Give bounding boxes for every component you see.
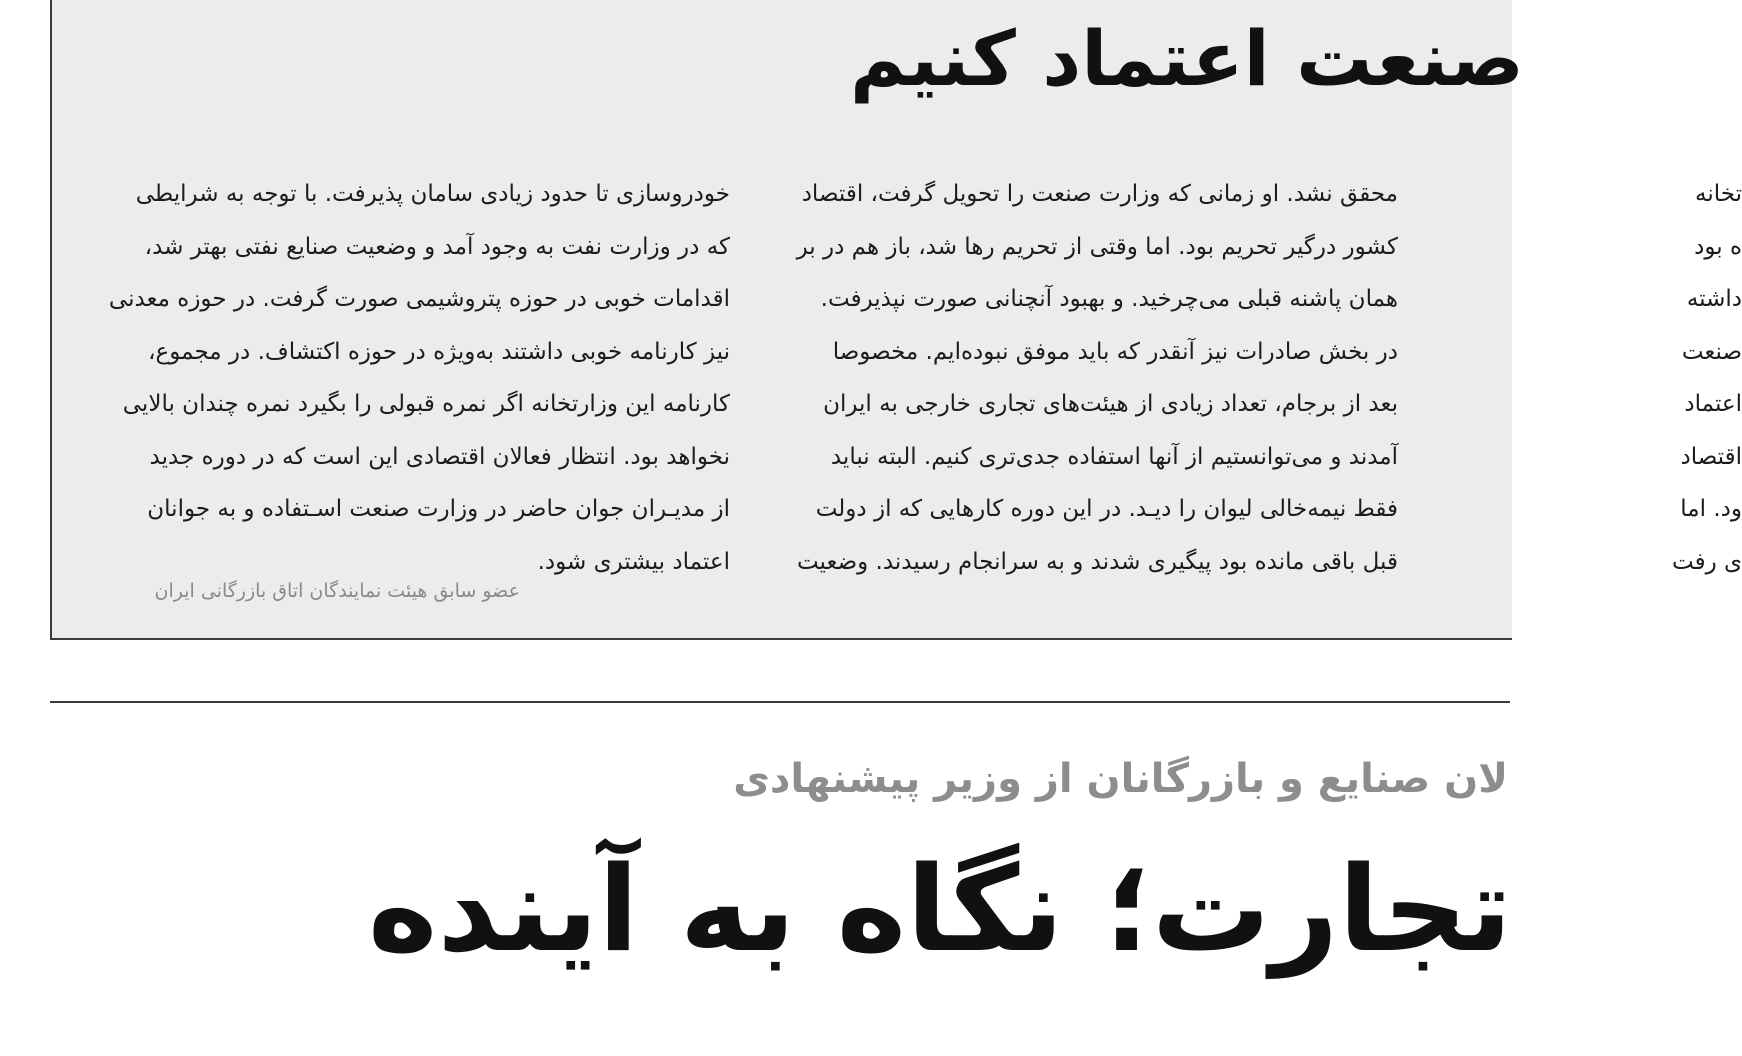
column-line: اقدامات خوبی در حوزه پتروشیمی صورت گرفت. در حوزه معدنی: [108, 286, 730, 312]
column-line: نیز کارنامه خوبی داشتند به‌ویژه در حوزه اکتشاف. در مجموع،: [148, 338, 730, 365]
column-line: خودروسازی تا حدود زیادی سامان پذیرفت. با توجه به شرایطی: [135, 181, 730, 207]
bottom-article-headline: تجارت؛ نگاه به آینده: [367, 840, 1512, 978]
column-line: قبل باقی مانده بود پیگیری شدند و به سرانجام رسیدند. وضعیت: [796, 548, 1398, 575]
column-line: ه بود: [1694, 233, 1742, 260]
column-line: تخانه: [1695, 181, 1742, 207]
column-line: از مدیـران جوان حاضر در وزارت صنعت اسـتفاده و به جوانان: [147, 496, 730, 522]
column-line: آمدند و می‌توانستیم از آنها استفاده جدی‌تری کنیم. البته نباید: [830, 443, 1398, 470]
top-article-box: [50, 0, 1742, 640]
column-line: که در وزارت نفت به وجود آمد و وضعیت صنایع نفتی بهتر شد،: [144, 233, 730, 260]
column-line: در بخش صادرات نیز آنقدر که باید موفق نبوده‌ایم. مخصوصا: [832, 338, 1398, 365]
column-line: همان پاشنه قبلی می‌چرخید. و بهبود آنچنانی صورت نپذیرفت.: [820, 286, 1398, 312]
bottom-article-kicker: لان صنایع و بازرگانان از وزیر پیشنهادی: [733, 756, 1508, 802]
column-line: ی رفت: [1672, 548, 1742, 575]
article-column-middle: [778, 168, 1398, 588]
column-line: کارنامه این وزارتخانه اگر نمره قبولی را بگیرد نمره چندان بالایی: [122, 391, 730, 417]
column-line: نخواهد بود. انتظار فعالان اقتصادی این است که در دوره جدید: [149, 443, 730, 470]
column-line: صنعت: [1681, 338, 1742, 365]
column-line: ود. اما: [1680, 496, 1742, 522]
top-article-headline: صنعت اعتماد کنیم: [849, 14, 1524, 103]
column-line: اعتماد بیشتری شود.: [537, 548, 730, 575]
column-line: محقق نشد. او زمانی که وزارت صنعت را تحویل گرفت، اقتصاد: [801, 181, 1398, 207]
article-column-right-partial: [1442, 168, 1742, 588]
column-line: فقط نیمه‌خالی لیوان را دیـد. در این دوره کارهایی که از دولت: [815, 496, 1398, 522]
column-line: کشور درگیر تحریم بود. اما وقتی از تحریم رها شد، باز هم در بر: [796, 233, 1398, 260]
author-byline: عضو سابق هیئت نمایندگان اتاق بازرگانی ایران: [154, 580, 520, 602]
column-line: اعتماد: [1684, 391, 1742, 417]
column-line: بعد از برجام، تعداد زیادی از هیئت‌های تجاری خارجی به ایران: [823, 391, 1398, 417]
column-line: داشته: [1686, 286, 1742, 312]
section-divider: [50, 701, 1510, 703]
article-column-left: [110, 168, 730, 588]
column-line: اقتصاد: [1680, 443, 1742, 470]
